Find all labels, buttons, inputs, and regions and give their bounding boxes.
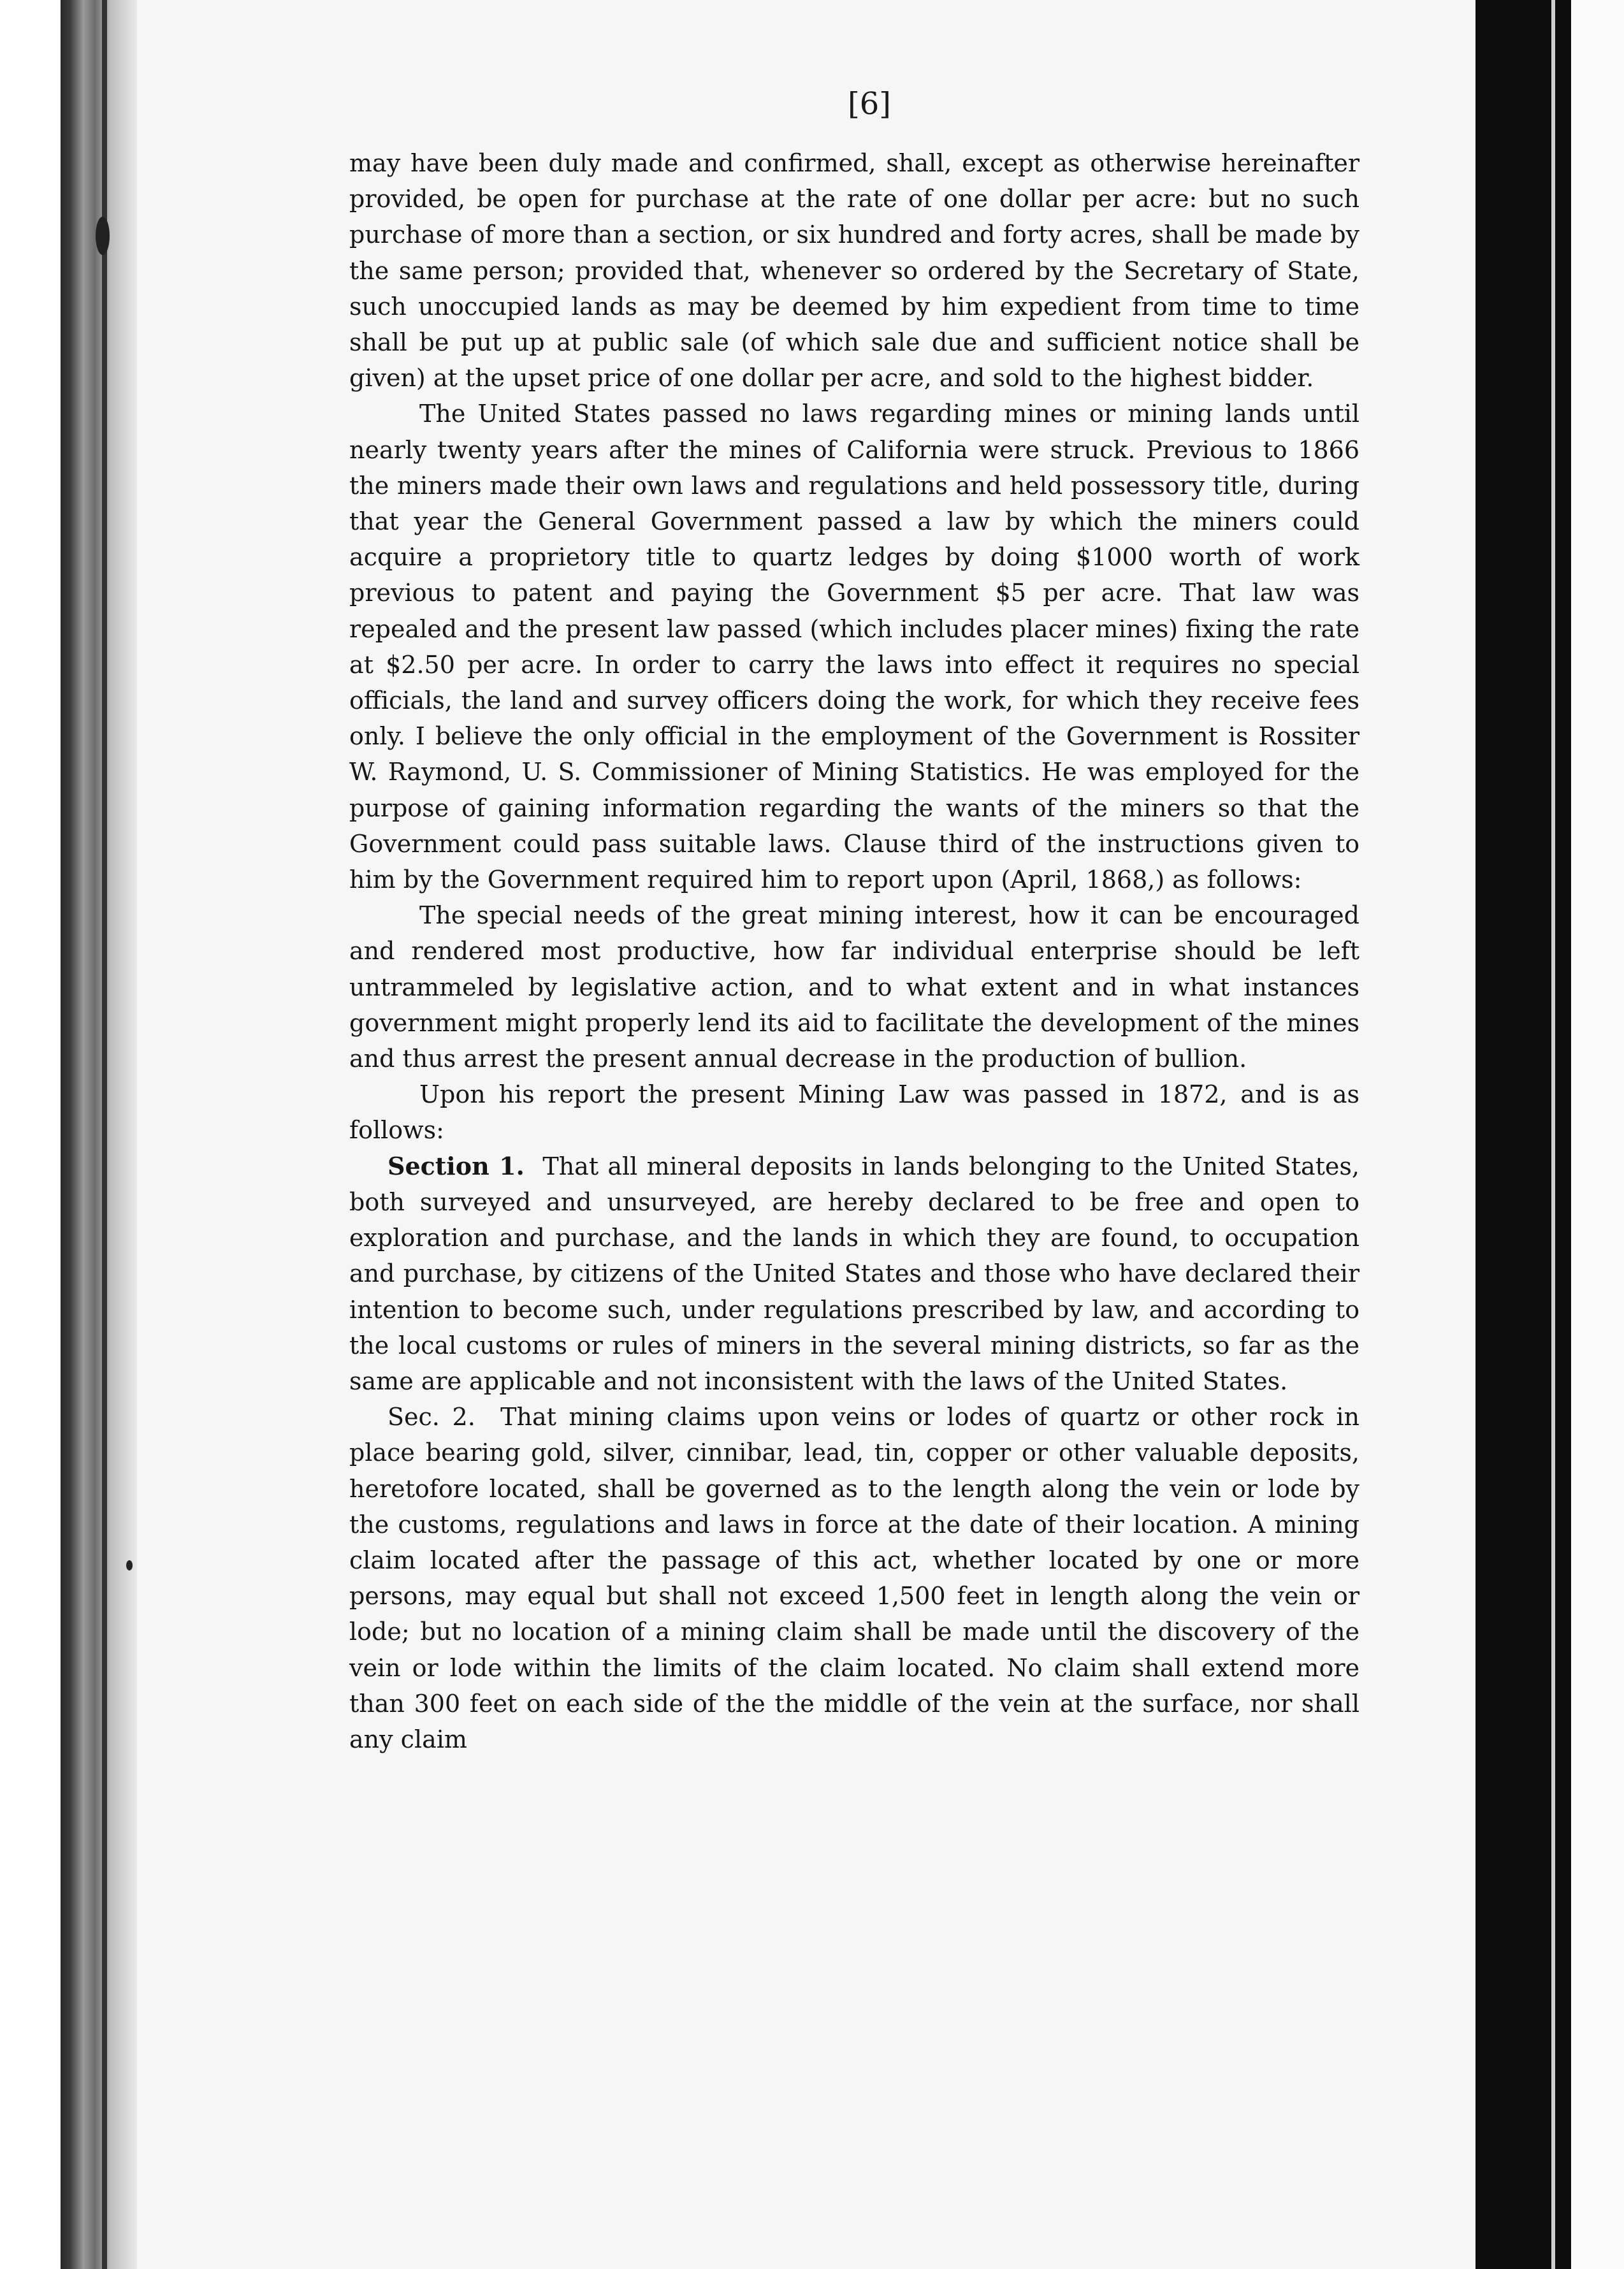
- body-text: [349, 145, 1359, 1757]
- scan-right-margin: [1571, 0, 1624, 2269]
- page-number: [6]: [848, 86, 891, 122]
- book-binding-edge: [61, 0, 137, 2269]
- section-label: Sec. 2.: [388, 1403, 475, 1432]
- scan-right-dark-margin: [1475, 0, 1571, 2269]
- quoted-paragraph: The special needs of the great mining interest, how it can be encouraged and rendered most productive, how far individual enterprise should be left untrammeled by legislative action, and to what extent and in what instances government might properly lend its aid to facilitate the development of the mines and thus arrest the present annual decrease in the production of bullion.: [349, 901, 1359, 1073]
- section-label: Section 1.: [388, 1151, 525, 1180]
- scan-left-margin: [0, 0, 57, 2269]
- section-paragraph: [349, 1149, 1359, 1399]
- paragraph: may have been duly made and confirmed, shall, except as otherwise hereinafter provided, be open for purchase at the rate of one dollar per acre: but no such purchase of more than a section, or six hundred and forty acres, shall be made by the same person; provided that, whenever so ordered by the Secretary of State, such unoccupied lands as may be deemed by him expedient from time to time shall be put up at public sale (of which sale due and sufficient notice shall be given) at the upset price of one dollar per acre, and sold to the highest bidder.: [349, 149, 1359, 393]
- section-text: That all mineral deposits in lands belonging to the United States, both surveyed and unsurveyed, are hereby declared to be free and open to exploration and purchase, and the lands in which they are found, to occupation and purchase, by citizens of the United States and those who have declared their intention to become such, under regulations prescribed by law, and according to the local customs or rules of miners in the several mining districts, so far as the same are applicable and not inconsistent with the laws of the United States.: [349, 1152, 1359, 1395]
- paragraph: The United States passed no laws regarding mines or mining lands until nearly twenty years after the mines of California were struck. Previous to 1866 the miners made their own laws and regulations and held possessory title, during that year the General Government passed a law by which the miners could acquire a proprietory title to quartz ledges by doing $1000 worth of work previous to patent and paying the Government $5 per acre. That law was repealed and the present law passed (which includes placer mines) fixing the rate at $2.50 per acre. In order to carry the laws into effect it requires no special officials, the land and survey officers doing the work, for which they receive fees only. I believe the only official in the employment of the Government is Rossiter W. Raymond, U. S. Commissioner of Mining Statistics. He was employed for the purpose of gaining information regarding the wants of the miners so that the Government could pass suitable laws. Clause third of the instructions given to him by the Government required him to report upon (April, 1868,) as follows:: [349, 400, 1359, 894]
- paragraph: Upon his report the present Mining Law was passed in 1872, and is as follows:: [349, 1080, 1359, 1145]
- binding-shadow-line: [102, 0, 107, 2269]
- binding-stitch-mark: [96, 217, 110, 255]
- section-text: That mining claims upon veins or lodes of quartz or other rock in place bearing gold, silver, cinnibar, lead, tin, copper or other valuable deposits, heretofore located, shall be governed as to the length along the vein or lode by the customs, regulations and laws in force at the date of their location. A mining claim located after the passage of this act, whether located by one or more persons, may equal but shall not exceed 1,500 feet in length along the vein or lode; but no location of a mining claim shall be made until the discovery of the vein or lode within the limits of the claim located. No claim shall extend more than 300 feet on each side of the the middle of the vein at the surface, nor shall any claim: [349, 1403, 1359, 1753]
- binding-stitch-mark: [126, 1560, 133, 1570]
- section-paragraph: [349, 1399, 1359, 1757]
- scan-right-edge-line: [1551, 0, 1555, 2269]
